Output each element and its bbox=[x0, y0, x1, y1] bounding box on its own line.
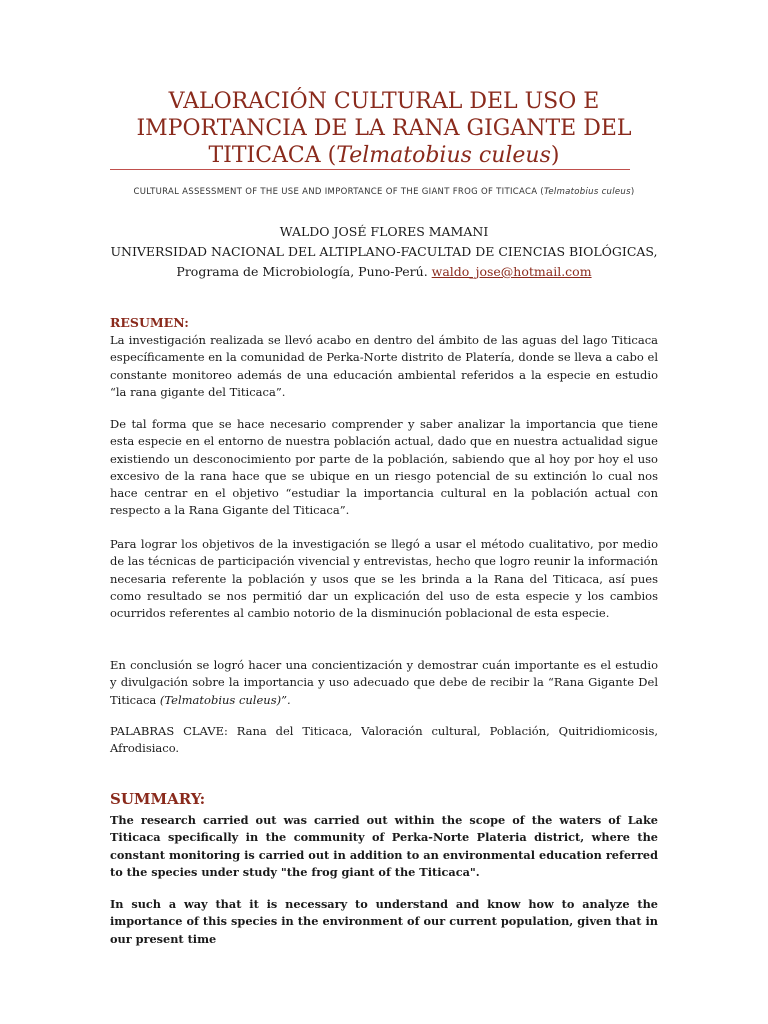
author-program: Programa de Microbiología, Puno-Perú. bbox=[176, 264, 428, 279]
resumen-p4-species: (Telmatobius culeus)”. bbox=[159, 692, 291, 707]
summary-heading-block bbox=[110, 790, 658, 808]
resumen-paragraph-4 bbox=[110, 657, 658, 709]
author-email-link[interactable]: waldo_jose@hotmail.com bbox=[431, 264, 592, 279]
resumen-p3-block bbox=[110, 536, 658, 622]
author-name: WALDO JOSÉ FLORES MAMANI bbox=[279, 224, 489, 239]
english-title-text: CULTURAL ASSESSMENT OF THE USE AND IMPORTANCE OF THE GIANT FROG OF TITICACA ( bbox=[133, 187, 544, 197]
summary-paragraph-1: The research carried out was carried out within the scope of the waters of Lake Titicaca specifically in the community of Perka-Norte Plateria district, where the constant monitoring is carried out in addition to an environmental education referred to the species under study "the frog giant of the Titicaca". bbox=[110, 813, 658, 879]
title-close: ) bbox=[550, 143, 560, 168]
title-text: VALORACIÓN CULTURAL DEL USO E IMPORTANCIA DE LA RANA GIGANTE DEL TITICACA ( bbox=[136, 89, 632, 168]
resumen-p4-block bbox=[110, 657, 658, 709]
keywords-block bbox=[110, 723, 658, 758]
summary-p2-block bbox=[110, 896, 658, 948]
resumen-heading: RESUMEN: bbox=[110, 315, 189, 330]
title-species: Telmatobius culeus bbox=[336, 143, 551, 168]
summary-p1-block bbox=[110, 812, 658, 881]
author-block bbox=[100, 222, 668, 282]
resumen-p4-text: En conclusión se logró hacer una concientización y demostrar cuán importante es el estudio y divulgación sobre la importancia y uso adecuado que debe de recibir la “Rana Gigante Del Titicaca bbox=[110, 658, 658, 707]
resumen-p2-block bbox=[110, 416, 658, 520]
summary-paragraph-2: In such a way that it is necessary to understand and know how to analyze the importance of this species in the environment of our current population, given that in our present time bbox=[110, 897, 658, 946]
resumen-paragraph-2: De tal forma que se hace necesario comprender y saber analizar la importancia que tiene esta especie en el entorno de nuestra población actual, dado que en nuestra actualidad sigue existiendo un desconocimiento por parte de la población, sabiendo que al hoy por hoy el uso excesivo de la rana hace que se ubique en un riesgo potencial de su extinción lo cual nos hace centrar en el objetivo “estudiar la importancia cultural en la población actual con respecto a la Rana Gigante del Titicaca”. bbox=[110, 417, 658, 518]
english-title bbox=[108, 186, 660, 198]
resumen-heading-block bbox=[110, 315, 658, 330]
summary-heading: SUMMARY: bbox=[110, 790, 206, 808]
resumen-paragraph-1: La investigación realizada se llevó acabo en dentro del ámbito de las aguas del lago Titicaca específicamente en la comunidad de Perka-Norte distrito de Platería, donde se lleva a cabo el constante monitoreo además de una educación ambiental referidos a la especie en estudio “la rana gigante del Titicaca”. bbox=[110, 333, 658, 399]
keywords: PALABRAS CLAVE: Rana del Titicaca, Valoración cultural, Población, Quitridiomicosis, Afrodisiaco. bbox=[110, 724, 658, 756]
title-divider bbox=[110, 169, 630, 170]
resumen-paragraph-3: Para lograr los objetivos de la investigación se llegó a usar el método cualitativo, por medio de las técnicas de participación vivencial y entrevistas, hecho que logro reunir la información necesaria referente la población y usos que se les brinda a la Rana del Titicaca, así pues como resultado se nos permitió dar un explicación del uso de esta especie y los cambios ocurridos referentes al cambio notorio de la disminución poblacional de esta especie. bbox=[110, 537, 658, 621]
english-title-close: ) bbox=[630, 187, 635, 197]
author-program-line bbox=[100, 262, 668, 282]
paper-title bbox=[100, 88, 668, 169]
author-affiliation: UNIVERSIDAD NACIONAL DEL ALTIPLANO-FACULTAD DE CIENCIAS BIOLÓGICAS, bbox=[110, 244, 658, 259]
english-title-species: Telmatobius culeus bbox=[543, 187, 631, 197]
resumen-p1-block bbox=[110, 332, 658, 401]
